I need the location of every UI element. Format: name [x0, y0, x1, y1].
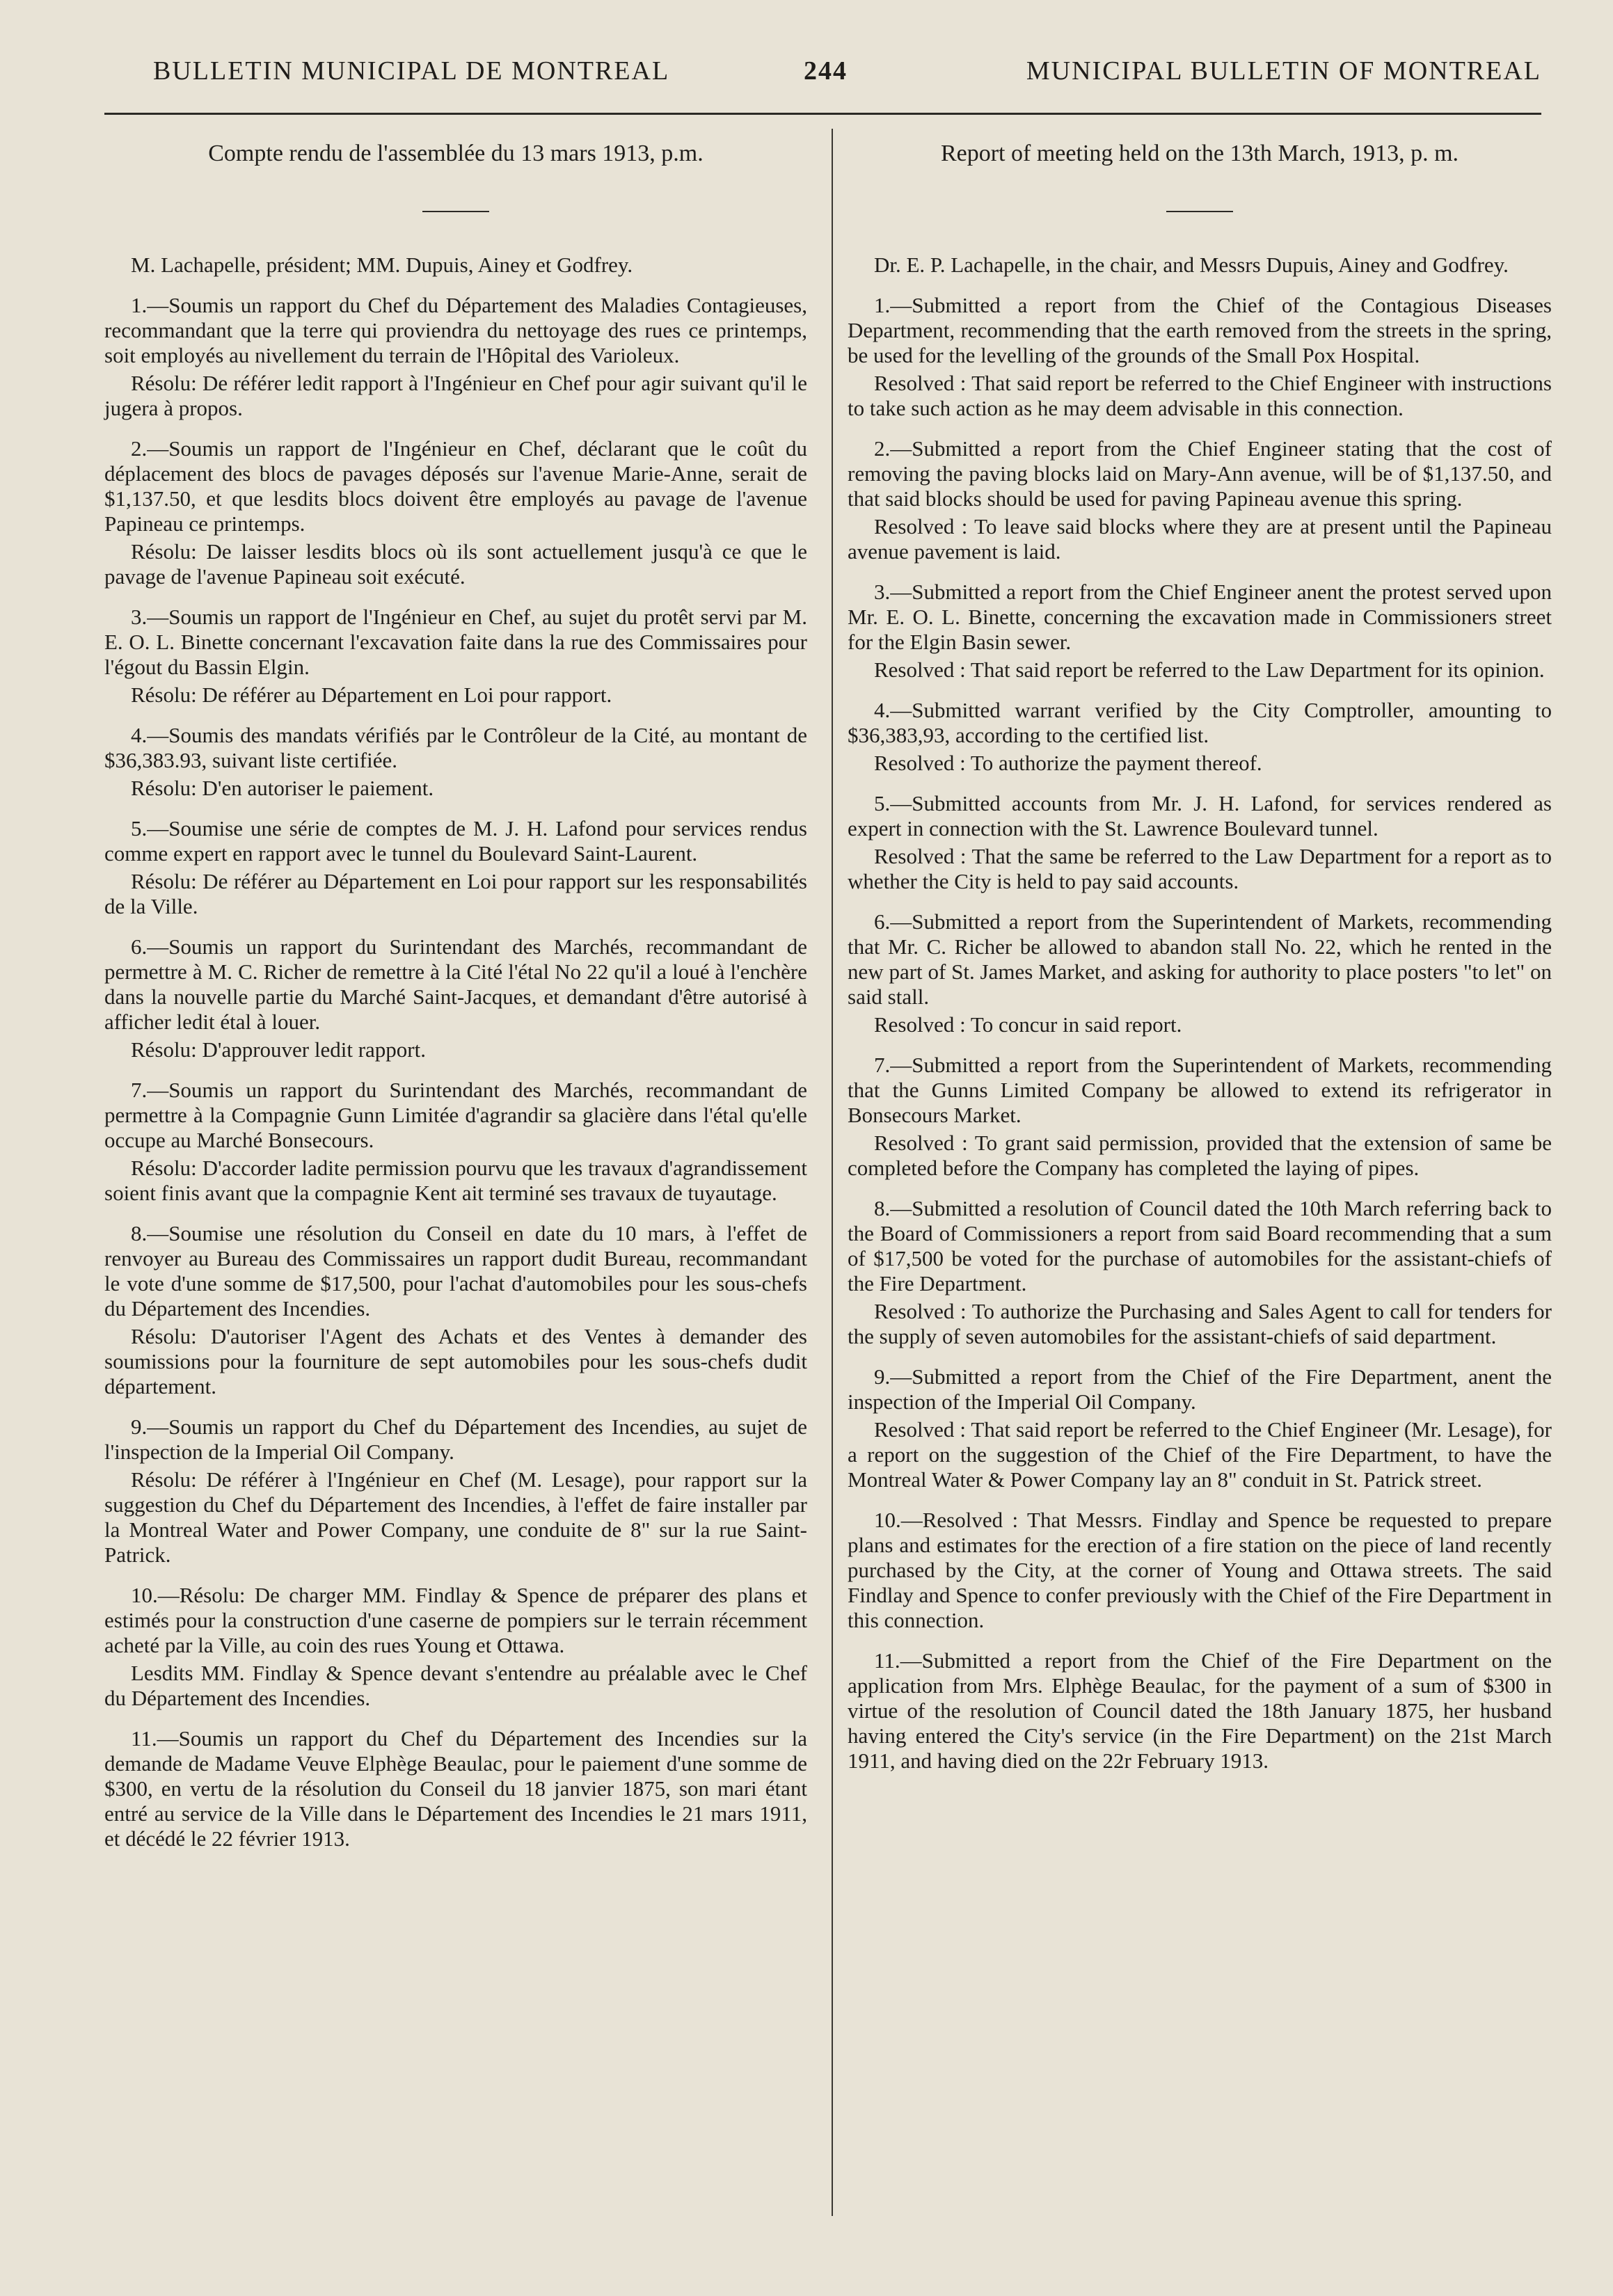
page-header — [104, 56, 1541, 97]
french-resolution-8: Résolu: D'autoriser l'Agent des Achats et des Ventes à demander des soumissions pour la fourniture de sept automobiles pour les sous-chefs dudit département. — [104, 1324, 807, 1398]
english-item-2: 2.—Submitted a report from the Chief Engineer stating that the cost of removing the paving blocks laid on Mary-Ann avenue, will be of $1,137.50, and that said blocks should be used for paving Papineau avenue this spring. — [848, 436, 1552, 511]
english-resolution-4: Resolved : To authorize the payment thereof. — [874, 751, 1262, 775]
english-resolution-2: Resolved : To leave said blocks where they are at present until the Papineau avenue pavement is laid. — [848, 514, 1552, 564]
header-rule — [104, 113, 1541, 115]
french-resolution-7: Résolu: D'accorder ladite permission pourvu que les travaux d'agrandissement soient finis avant que la compagnie Kent ait terminé ses travaux de tuyautage. — [104, 1156, 807, 1205]
english-item-7: 7.—Submitted a report from the Superintendent of Markets, recommending that the Gunns Limited Company be allowed to extend its refrigerator in Bonsecours Market. — [848, 1053, 1552, 1127]
french-resolution-6: Résolu: D'approuver ledit rapport. — [131, 1037, 426, 1062]
english-item-1: 1.—Submitted a report from the Chief of the Contagious Diseases Department, recommending that the earth removed from the streets in the spring, be used for the levelling of the grounds of the Small Pox Hospital. — [848, 293, 1552, 367]
french-item-1: 1.—Soumis un rapport du Chef du Département des Maladies Contagieuses, recommandant que la terre qui proviendra du nettoyage des rues ce printemps, soit employés au nivellement du terrain de l'Hôpital des Varioleux. — [104, 293, 807, 367]
english-item-8: 8.—Submitted a resolution of Council dated the 10th March referring back to the Board of Commissioners a report from said Board recommending that a sum of $17,500 be voted for the purchase of automobiles for the assistant-chiefs of the Fire Department. — [848, 1196, 1552, 1296]
french-item-6: 6.—Soumis un rapport du Surintendant des Marchés, recommandant de permettre à M. C. Richer de remettre à la Cité l'étal No 22 qu'il a loué à l'enchère dans la nouvelle partie du Marché Saint-Jacques, et demandant d'être autorisé à afficher ledit étal à louer. — [104, 934, 807, 1034]
french-resolution-10: Lesdits MM. Findlay & Spence devant s'entendre au préalable avec le Chef du Département des Incendies. — [104, 1661, 807, 1710]
french-item-3: 3.—Soumis un rapport de l'Ingénieur en Chef, au sujet du protêt servi par M. E. O. L. Binette concernant l'excavation faite dans la rue des Commissaires pour l'égout du Bassin Elgin. — [104, 605, 807, 679]
french-item-7: 7.—Soumis un rapport du Surintendant des Marchés, recommandant de permettre à la Compagnie Gunn Limitée d'agrandir sa glacière dans l'étal qu'elle occupe au Marché Bonsecours. — [104, 1078, 807, 1152]
english-resolution-1: Resolved : That said report be referred to the Chief Engineer with instructions to take such action as he may deem advisable in this connection. — [848, 371, 1552, 420]
english-item-5: 5.—Submitted accounts from Mr. J. H. Lafond, for services rendered as expert in connection with the St. Lawrence Boulevard tunnel. — [848, 791, 1552, 840]
french-item-2: 2.—Soumis un rapport de l'Ingénieur en Chef, déclarant que le coût du déplacement des blocs de pavages déposés sur l'avenue Marie-Anne, serait de $1,137.50, et que lesdits blocs doivent être employés au pavage de l'avenue Papineau ce printemps. — [104, 436, 807, 536]
column-divider — [832, 129, 833, 2216]
french-item-4: 4.—Soumis des mandats vérifiés par le Contrôleur de la Cité, au montant de $36,383.93, suivant liste certifiée. — [104, 723, 807, 772]
english-item-4: 4.—Submitted warrant verified by the City Comptroller, amounting to $36,383,93, according to the certified list. — [848, 698, 1552, 747]
french-resolution-4: Résolu: D'en autoriser le paiement. — [131, 776, 434, 800]
english-resolution-3: Resolved : That said report be referred to the Law Department for its opinion. — [874, 657, 1545, 682]
english-items — [848, 293, 1552, 1773]
english-item-6: 6.—Submitted a report from the Superintendent of Markets, recommending that Mr. C. Richer be allowed to abandon stall No. 22, which he rented in the new part of St. James Market, and asking for authority to place posters "to let" on said stall. — [848, 909, 1552, 1009]
french-resolution-3: Résolu: De référer au Département en Loi pour rapport. — [131, 683, 612, 707]
french-resolution-2: Résolu: De laisser lesdits blocs où ils sont actuellement jusqu'à ce que le pavage de l'avenue Papineau soit exécuté. — [104, 539, 807, 589]
english-resolution-6: Resolved : To concur in said report. — [874, 1012, 1182, 1037]
french-column — [104, 136, 807, 1854]
english-item-9: 9.—Submitted a report from the Chief of the Fire Department, anent the inspection of the Imperial Oil Company. — [848, 1364, 1552, 1414]
header-english-title: MUNICIPAL BULLETIN OF MONTREAL — [1026, 56, 1541, 86]
french-item-10: 10.—Résolu: De charger MM. Findlay & Spence de préparer des plans et estimés pour la construction d'une caserne de pompiers sur le terrain récemment acheté par la Ville, au coin des rues Young et Ottawa. — [104, 1583, 807, 1657]
french-item-5: 5.—Soumise une série de comptes de M. J. H. Lafond pour services rendus comme expert en rapport avec le tunnel du Boulevard Saint-Laurent. — [104, 816, 807, 866]
french-resolution-1: Résolu: De référer ledit rapport à l'Ingénieur en Chef pour agir suivant qu'il le jugera à propos. — [104, 371, 807, 420]
english-column — [848, 136, 1552, 1776]
french-item-9: 9.—Soumis un rapport du Chef du Département des Incendies, au sujet de l'inspection de la Imperial Oil Company. — [104, 1414, 807, 1464]
english-meeting-title: Report of meeting held on the 13th March, 1913, p. m. — [940, 141, 1459, 166]
english-resolution-7: Resolved : To grant said permission, provided that the extension of same be completed before the Company has completed the laying of pipes. — [848, 1131, 1552, 1180]
french-attendance: M. Lachapelle, président; MM. Dupuis, Ainey et Godfrey. — [131, 253, 633, 277]
french-item-11: 11.—Soumis un rapport du Chef du Département des Incendies sur la demande de Madame Veuve Elphège Beaulac, pour le paiement d'une somme de $300, en vertu de la résolution du Conseil du 18 janvier 1875, son mari étant entré au service de la Ville dans le Département des Incendies le 21 mars 1911, et décédé le 22 février 1913. — [104, 1726, 807, 1851]
french-items — [104, 293, 807, 1851]
french-title-rule — [422, 211, 489, 212]
english-resolution-5: Resolved : That the same be referred to the Law Department for a report as to whether the City is held to pay said accounts. — [848, 844, 1552, 893]
english-item-3: 3.—Submitted a report from the Chief Engineer anent the protest served upon Mr. E. O. L. Binette, concerning the excavation made in Commissioners street for the Elgin Basin sewer. — [848, 580, 1552, 654]
french-item-8: 8.—Soumise une résolution du Conseil en date du 10 mars, à l'effet de renvoyer au Bureau des Commissaires un rapport dudit Bureau, recommandant le vote d'une somme de $17,500, pour l'achat d'automobiles pour les sous-chefs du Département des Incendies. — [104, 1221, 807, 1321]
page-number: 244 — [804, 56, 848, 86]
english-item-10: 10.—Resolved : That Messrs. Findlay and Spence be requested to prepare plans and estimates for the erection of a fire station on the piece of land recently purchased by the City, at the corner of Young and Ottawa streets. The said Findlay and Spence to confer previously with the Chief of the Fire Department in this connection. — [848, 1508, 1552, 1632]
english-item-11: 11.—Submitted a report from the Chief of the Fire Department on the application from Mrs. Elphège Beaulac, for the payment of a sum of $300 in virtue of the resolution of Council dated the 18th January 1875, her husband having entered the City's service (in the Fire Department) on the 21st March 1911, and having died on the 22r February 1913. — [848, 1648, 1552, 1773]
english-title-rule — [1166, 211, 1233, 212]
english-resolution-8: Resolved : To authorize the Purchasing and Sales Agent to call for tenders for the supply of seven automobiles for the assistant-chiefs of said department. — [848, 1299, 1552, 1348]
french-resolution-5: Résolu: De référer au Département en Loi pour rapport sur les responsabilités de la Ville. — [104, 869, 807, 918]
english-attendance: Dr. E. P. Lachapelle, in the chair, and Messrs Dupuis, Ainey and Godfrey. — [874, 253, 1509, 277]
header-french-title: BULLETIN MUNICIPAL DE MONTREAL — [153, 56, 670, 86]
french-meeting-title: Compte rendu de l'assemblée du 13 mars 1913, p.m. — [208, 141, 704, 166]
english-resolution-9: Resolved : That said report be referred to the Chief Engineer (Mr. Lesage), for a report on the suggestion of the Chief of the Fire Department, to have the Montreal Water & Power Company lay an 8" conduit in St. Patrick street. — [848, 1417, 1552, 1492]
french-resolution-9: Résolu: De référer à l'Ingénieur en Chef (M. Lesage), pour rapport sur la suggestion du Chef du Département des Incendies, à l'effet de faire installer par la Montreal Water and Power Company, une conduite de 8" sur la rue Saint-Patrick. — [104, 1467, 807, 1567]
